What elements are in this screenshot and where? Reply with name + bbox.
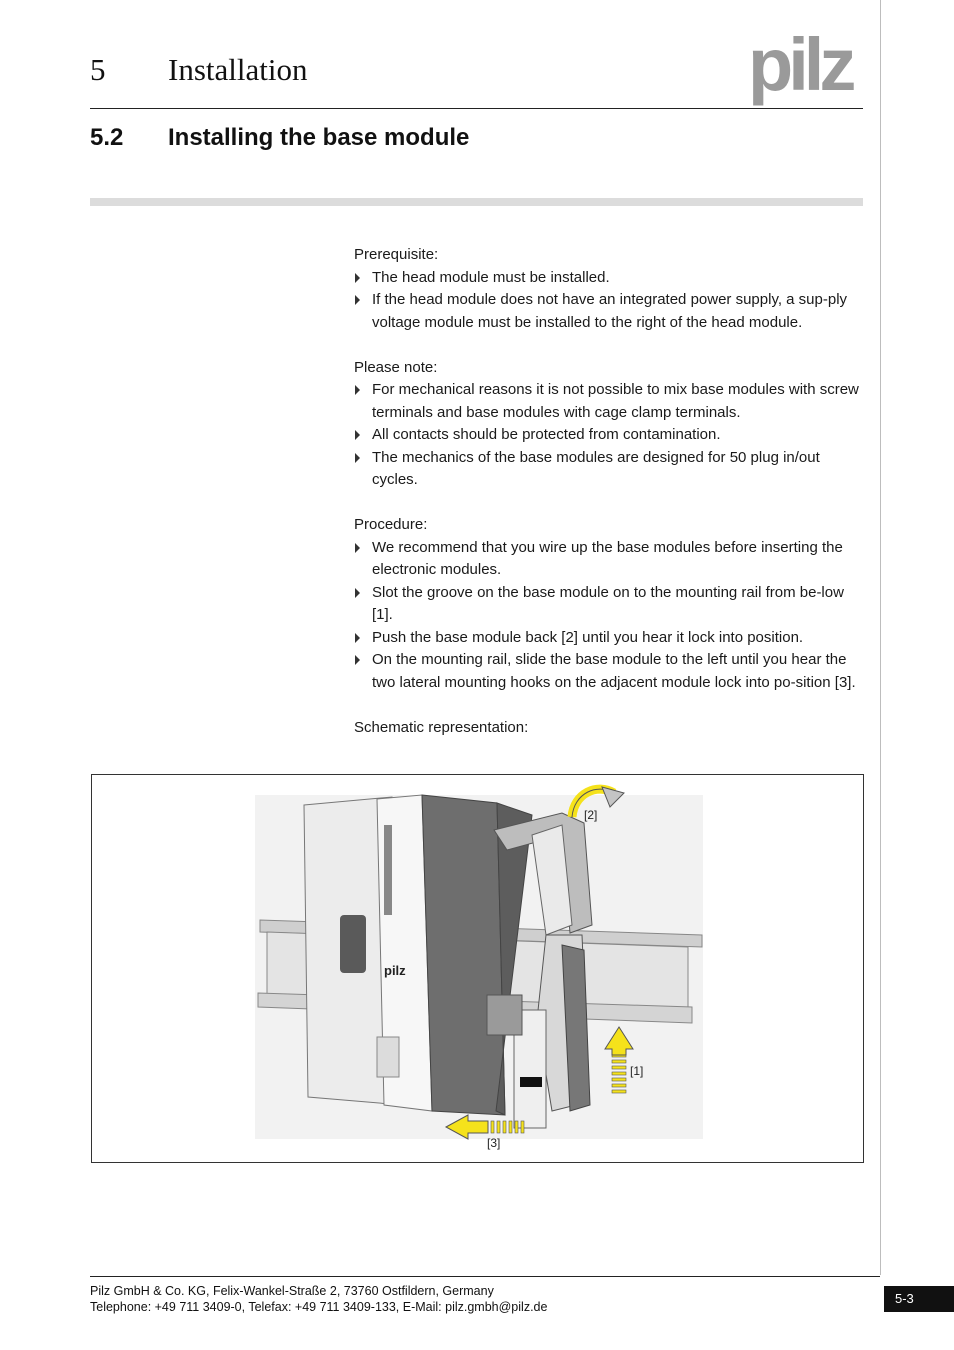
list-item: All contacts should be protected from contamination. bbox=[354, 424, 866, 447]
block-label: Please note: bbox=[354, 358, 438, 376]
bullet-arrow-icon bbox=[355, 273, 360, 283]
list-item: We recommend that you wire up the base modules before inserting the electronic modules. bbox=[354, 537, 866, 582]
bullet-arrow-icon bbox=[355, 295, 360, 305]
list-item: On the mounting rail, slide the base module to the left until you hear the two lateral mounting hooks on the adjacent module lock into po-sition [3]. bbox=[354, 649, 866, 694]
bullet-arrow-icon bbox=[355, 385, 360, 395]
label-1: [1] bbox=[630, 1064, 644, 1078]
figure-caption: Schematic representation: bbox=[354, 718, 529, 736]
chapter-heading bbox=[90, 52, 307, 88]
prerequisite-block bbox=[354, 244, 866, 334]
section-heading bbox=[90, 124, 469, 152]
head-module bbox=[304, 795, 532, 1115]
list-item: The head module must be installed. bbox=[354, 267, 866, 290]
bullet-arrow-icon bbox=[355, 655, 360, 665]
label-3: [3] bbox=[487, 1136, 501, 1150]
please-note-block bbox=[354, 357, 866, 492]
label-2: [2] bbox=[584, 808, 598, 822]
list-item: Push the base module back [2] until you hear it lock into position. bbox=[354, 627, 866, 650]
footer-rule bbox=[90, 1276, 880, 1277]
procedure-block bbox=[354, 514, 866, 694]
bullet-arrow-icon bbox=[355, 453, 360, 463]
schematic-illustration bbox=[92, 775, 863, 1162]
chapter-title: Installation bbox=[168, 52, 308, 87]
header-rule bbox=[90, 108, 863, 109]
section-title: Installing the base module bbox=[168, 124, 470, 151]
right-margin-rule bbox=[880, 0, 881, 1275]
sub-d-connector bbox=[340, 915, 366, 973]
bullet-arrow-icon bbox=[355, 543, 360, 553]
bullet-arrow-icon bbox=[355, 588, 360, 598]
section-divider-bar bbox=[90, 198, 863, 206]
page-number: 5-3 bbox=[884, 1286, 954, 1312]
section-number: 5.2 bbox=[90, 124, 124, 151]
footer-address: Pilz GmbH & Co. KG, Felix-Wankel-Straße 2, 73760 Ostfildern, Germany bbox=[90, 1284, 494, 1298]
footer bbox=[90, 1283, 547, 1315]
block-label: Prerequisite: bbox=[354, 246, 439, 263]
list-item: The mechanics of the base modules are designed for 50 plug in/out cycles. bbox=[354, 447, 866, 492]
list-item: Slot the groove on the base module on to the mounting rail from be-low [1]. bbox=[354, 582, 866, 627]
footer-contact: Telephone: +49 711 3409-0, Telefax: +49 711 3409-133, E-Mail: pilz.gmbh@pilz.de bbox=[90, 1300, 548, 1314]
list-item: If the head module does not have an integrated power supply, a sup-ply voltage module must be installed to the right of the head module. bbox=[354, 289, 866, 334]
chapter-number: 5 bbox=[90, 52, 106, 87]
schematic-figure bbox=[91, 774, 864, 1163]
pilz-logo: pilz bbox=[748, 23, 852, 106]
block-label: Procedure: bbox=[354, 516, 428, 533]
bullet-arrow-icon bbox=[355, 633, 360, 643]
bullet-arrow-icon bbox=[355, 430, 360, 440]
list-item: For mechanical reasons it is not possible to mix base modules with screw terminals and base modules with cage clamp terminals. bbox=[354, 379, 866, 424]
instruction-text bbox=[354, 244, 866, 739]
module-pilz-logo: pilz bbox=[384, 963, 406, 978]
